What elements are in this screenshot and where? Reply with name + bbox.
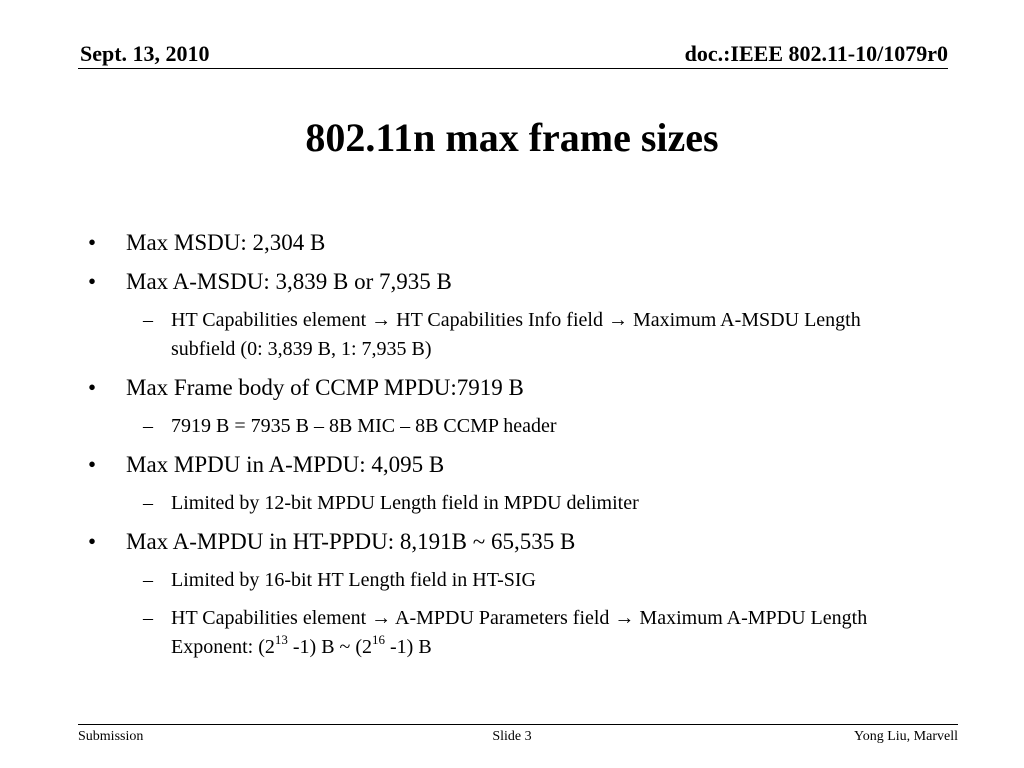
sub-bullet-ccmp-calc: [0, 412, 1024, 441]
bullet-dot-icon: •: [88, 452, 97, 477]
bullet-text: Max A-MSDU: 3,839 B or 7,935 B: [126, 269, 452, 294]
footer-submission: Submission: [78, 729, 144, 744]
sub-bullet-dash-icon: –: [143, 309, 153, 331]
sub-bullet-ampdu-exponent: [0, 604, 1024, 662]
sub-bullet-dash-icon: –: [143, 492, 153, 514]
exponent-13: 13: [274, 632, 288, 648]
bullet-max-mpdu: [0, 450, 1024, 479]
header-date: Sept. 13, 2010: [80, 41, 210, 66]
bullet-text: Max A-MPDU in HT-PPDU: 8,191B ~ 65,535 B: [126, 529, 576, 554]
bullet-text: Max Frame body of CCMP MPDU:7919 B: [126, 375, 524, 400]
sub-bullet-mpdu-limit: [0, 489, 1024, 518]
sub-bullet-text: Limited by 16-bit HT Length field in HT-SIG: [171, 569, 536, 591]
bullet-dot-icon: •: [88, 375, 97, 400]
sub-bullet-text: [171, 607, 867, 658]
slide-title: 802.11n max frame sizes: [305, 115, 719, 160]
bullet-max-amsdu: [0, 267, 1024, 296]
sub-bullet-dash-icon: –: [143, 607, 153, 629]
bullet-dot-icon: •: [88, 529, 97, 554]
sub-bullet-ampdu-limit: [0, 566, 1024, 595]
bullet-text: Max MPDU in A-MPDU: 4,095 B: [126, 452, 445, 477]
exponent-text-mid: -1) B ~ (2: [287, 636, 373, 658]
sub-bullet-amsdu-length: [0, 306, 1024, 364]
footer-author: Yong Liu, Marvell: [854, 729, 958, 744]
exponent-16: 16: [372, 632, 386, 648]
sub-bullet-dash-icon: –: [143, 415, 153, 437]
bullet-dot-icon: •: [88, 269, 97, 294]
bullet-max-ampdu: [0, 527, 1024, 556]
sub-bullet-dash-icon: –: [143, 569, 153, 591]
exponent-text-end: -1) B: [385, 636, 432, 658]
sub-bullet-text: 7919 B = 7935 B – 8B MIC – 8B CCMP header: [171, 415, 557, 437]
sub-bullet-text: HT Capabilities element → HT Capabilities Info field → Maximum A-MSDU Length subfield (0: 3,839 B, 1: 7,935 B): [171, 309, 861, 360]
header-divider: [78, 68, 948, 69]
footer-divider: [78, 724, 958, 725]
sub-bullet-text: Limited by 12-bit MPDU Length field in MPDU delimiter: [171, 492, 639, 514]
bullet-dot-icon: •: [88, 230, 97, 255]
slide-content: [0, 228, 1024, 671]
footer-slide-number: Slide 3: [492, 729, 532, 744]
header-doc-id: doc.:IEEE 802.11-10/1079r0: [684, 41, 948, 66]
exponent-text-start: HT Capabilities element → A-MPDU Parameters field → Maximum A-MPDU Length Exponent: (2: [171, 607, 868, 658]
bullet-text: Max MSDU: 2,304 B: [126, 230, 326, 255]
bullet-max-msdu: [0, 228, 1024, 257]
bullet-ccmp-frame-body: [0, 373, 1024, 402]
